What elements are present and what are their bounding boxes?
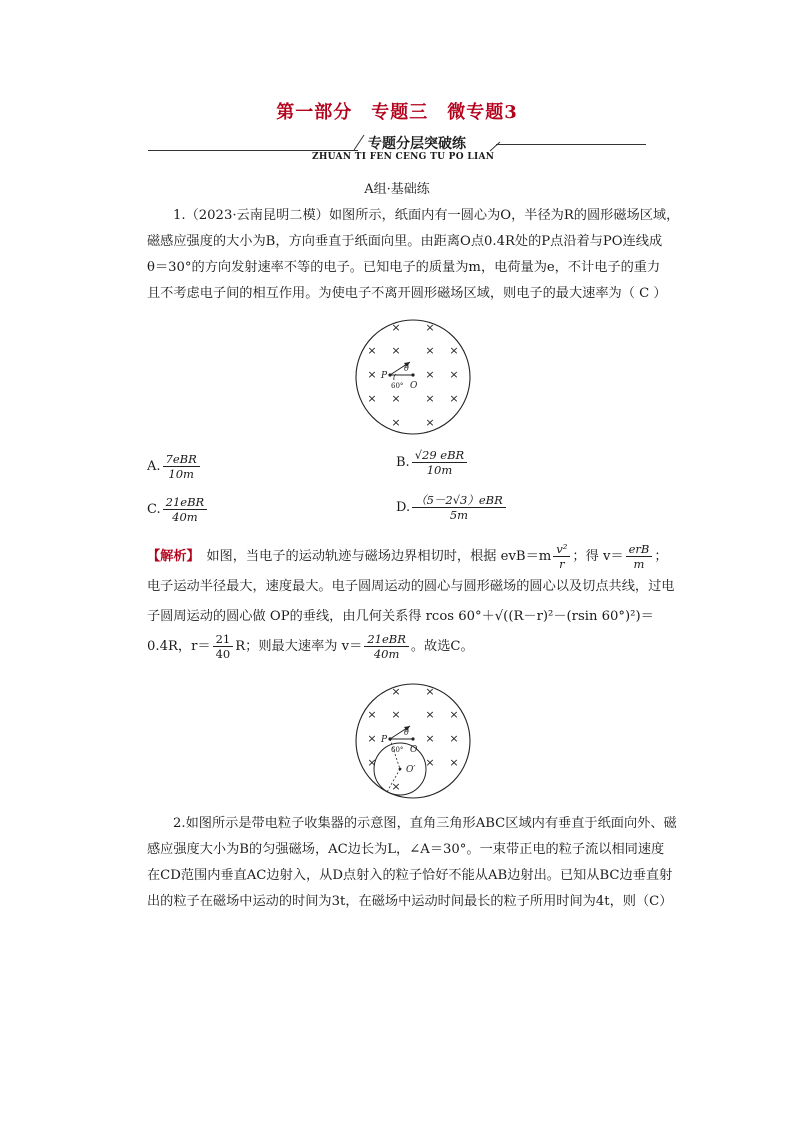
analysis-line-1: 【解析】 如图，当电子的运动轨迹与磁场边界相切时，根据 evB＝m $\frac{\text{v²}}{r}$ ；得 v＝ $\frac{\text{erB}}{m}$ ； [147,542,668,571]
point-o-label: O [410,745,418,755]
banner-right-rule [496,144,646,145]
cross-mark: × [425,416,435,429]
cross-mark: × [391,685,401,698]
q2-line-1: 2.如图所示是带电粒子收集器的示意图，直角三角形ABC区域内有垂直于纸面向外、磁 [173,816,677,831]
cross-mark: × [391,321,401,334]
angle-label: 60° [391,746,404,754]
angle-label: 60° [391,382,404,390]
cross-mark: × [449,344,459,357]
banner-title: 专题分层突破练 [368,136,466,152]
cross-mark: × [367,756,377,769]
option-d[interactable]: D. $\frac{\text{（5－2√3）eBR}}{5m}$ [396,493,508,522]
option-a[interactable]: A. $\frac{\text{7eBR}}{10m}$ [147,452,202,481]
cross-mark: × [425,685,435,698]
option-b[interactable]: B. $\frac{\text{√29 eBR}}{10m}$ [396,448,469,477]
cross-mark: × [367,732,377,745]
point-p-label: P [381,371,388,381]
figure-2-tangent-trajectory [350,680,476,802]
cross-mark: × [367,368,377,381]
q2-line-3: 在CD范围内垂直AC边射入，从D点射入的粒子恰好不能从AB边射出。已知从BC边垂直射 [147,868,673,883]
point-o-label: O [410,381,418,391]
cross-mark: × [391,344,401,357]
cross-mark: × [367,392,377,405]
cross-mark: × [425,368,435,381]
cross-mark: × [449,756,459,769]
option-c[interactable]: C. $\frac{\text{21eBR}}{40m}$ [147,495,209,524]
question-2 [147,811,677,915]
cross-mark: × [449,368,459,381]
analysis-line-2: 电子运动半径最大，速度最大。电子圆周运动的圆心与圆形磁场的圆心以及切点共线，过电 [147,579,675,594]
theta-label: θ [404,728,409,737]
banner-slash-right [488,140,502,152]
cross-mark: × [391,780,401,793]
analysis-line-4: 0.4R，r＝ $\frac{21}{40}$ R；则最大速率为 v＝ $\frac{\text{21eBR}}{40m}$ 。故选C。 [147,632,474,661]
q1-line-1: 1.（2023·云南昆明二模）如图所示，纸面内有一圆心为O，半径为R的圆形磁场区域， [173,208,680,223]
cross-mark: × [391,708,401,721]
q2-line-2: 感应强度大小为B的匀强磁场，AC边长为L，∠A＝30°。一束带正电的粒子流以相同速度 [147,842,665,857]
page-title: 第一部分 专题三 微专题3 [276,102,518,123]
cross-mark: × [425,392,435,405]
cross-mark: × [367,344,377,357]
cross-mark: × [391,416,401,429]
analysis-line-3: 子圆周运动的圆心做 OP的垂线，由几何关系得 rcos 60°＋√((R－r)²－(rsin 60°)²)＝ [147,609,654,624]
cross-mark: × [425,732,435,745]
cross-mark: × [425,321,435,334]
theta-label: θ [404,364,409,373]
cross-mark: × [391,392,401,405]
banner-left-rule [148,150,358,151]
q1-line-2: 磁感应强度的大小为B，方向垂直于纸面向里。由距离O点0.4R处的P点沿着与PO连线成 [147,234,663,249]
cross-mark: × [367,708,377,721]
analysis-tag: 【解析】 [147,549,194,564]
cross-mark: × [425,756,435,769]
q1-line-3: θ＝30°的方向发射速率不等的电子。已知电子的质量为m，电荷量为e，不计电子的重力 [147,260,661,275]
banner-slash-left [352,133,366,151]
cross-mark: × [449,392,459,405]
cross-mark: × [449,732,459,745]
question-1 [147,203,680,307]
cross-mark: × [449,708,459,721]
analysis [147,542,675,662]
point-o-prime-label: O′ [406,765,416,775]
cross-mark: × [425,708,435,721]
figure-1-magnetic-field [350,316,476,438]
point-p-label: P [381,735,388,745]
banner-pinyin: ZHUAN TI FEN CENG TU PO LIAN [312,152,495,162]
q2-line-4: 出的粒子在磁场中运动的时间为3t，在磁场中运动时间最长的粒子所用时间为4t，则（C） [147,894,673,909]
group-label: A组·基础练 [364,182,430,197]
q1-line-4: 且不考虑电子间的相互作用。为使电子不离开圆形磁场区域，则电子的最大速率为（ C ） [147,286,667,301]
cross-mark: × [425,344,435,357]
